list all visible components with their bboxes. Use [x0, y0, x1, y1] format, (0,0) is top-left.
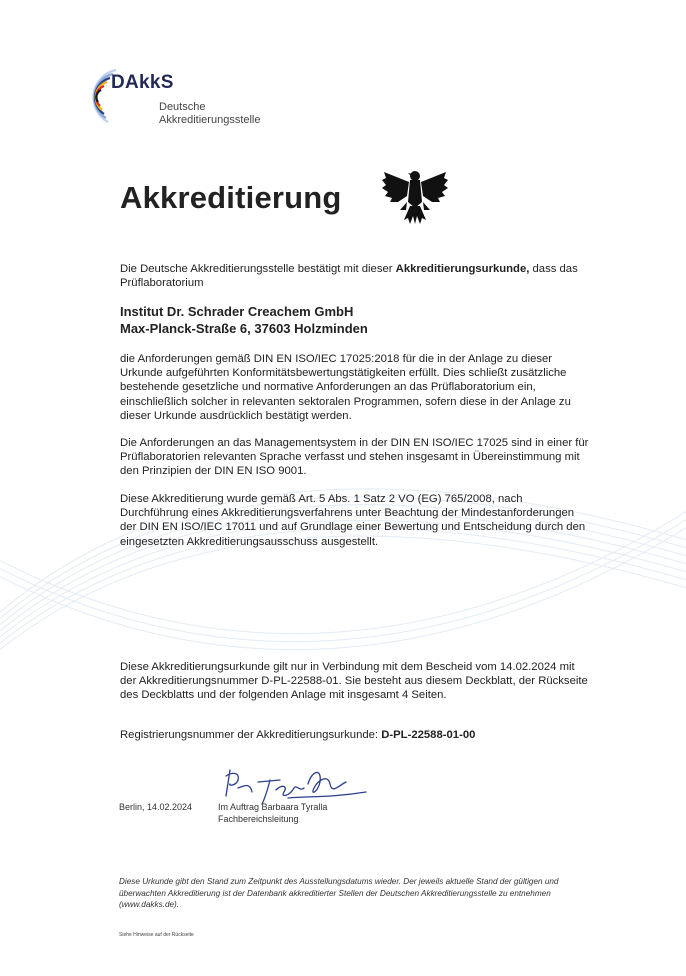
intro-text-after: dass das Prüflaboratorium — [120, 263, 578, 290]
intro-paragraph — [120, 262, 590, 290]
intro-text-before: Die Deutsche Akkreditierungsstelle bestätigt mit dieser — [120, 263, 396, 275]
institute-block — [120, 303, 368, 337]
validity-paragraph: Diese Akkreditierungsurkunde gilt nur in Verbindung mit dem Bescheid vom 14.02.2024 mit der Akkreditierungsnummer D-PL-22588-01. Sie besteht aus diesem Deckblatt, der Rückseite des Deckblatts und der folgenden Anlage mit insgesamt 4 Seiten. — [120, 661, 588, 702]
place-date: Berlin, 14.02.2024 — [119, 802, 193, 812]
footnote: Diese Urkunde gibt den Stand zum Zeitpunkt des Ausstellungsdatums wieder. Der jeweils aktuelle Stand der gültigen und überwachten Akkreditierung ist der Datenbank akkreditierter Stellen der Deutschen Akkreditierungsstelle zu entnehmen (www.dakks.de). — [119, 877, 559, 909]
document-title: Akkreditierung — [120, 180, 342, 215]
institute-address: Max-Planck-Straße 6, 37603 Holzminden — [120, 321, 368, 336]
logo-subtitle-line2: Akkreditierungsstelle — [159, 114, 261, 126]
federal-eagle-icon — [380, 166, 450, 228]
back-side-note: Siehe Hinweise auf der Rückseite — [119, 932, 194, 938]
registration-line — [120, 729, 475, 741]
signer-name: Im Auftrag Barbaara Tyralla — [218, 802, 328, 812]
signer-role: Fachbereichsleitung — [218, 814, 299, 824]
logo-name: DAkkS — [111, 72, 174, 93]
management-system-paragraph: Die Anforderungen an das Managementsystem in der DIN EN ISO/IEC 17025 sind in einer für Prüflaboratorien relevanten Sprache verfasst und stehen insgesamt in Übereinstimmung mit den Prinzipien der DIN EN ISO 9001. — [120, 437, 589, 478]
legal-basis-paragraph: Diese Akkreditierung wurde gemäß Art. 5 Abs. 1 Satz 2 VO (EG) 765/2008, nach Durchführung eines Akkreditierungsverfahrens unter Beachtung der Mindestanforderungen der DIN EN ISO/IEC 17011 und auf Grundlage einer Bewertung und Entscheidung durch den eingesetzten Akkreditierungsausschuss ausgestellt. — [120, 493, 586, 548]
requirements-paragraph: die Anforderungen gemäß DIN EN ISO/IEC 17025:2018 für die in der Anlage zu dieser Urkunde aufgeführten Konformitätsbewertungstätigkeiten erfüllt. Dies schließt zusätzliche bestehende gesetzliche und normative Anforderungen an das Prüflaboratorium ein, einschließlich solcher in relevanten sektoralen Programmen, sofern diese in der Anlage zu dieser Urkunde ausdrücklich bestätigt werden. — [120, 353, 571, 422]
intro-bold-term: Akkreditierungsurkunde, — [395, 263, 530, 275]
logo-subtitle-line1: Deutsche — [159, 101, 206, 113]
institute-name: Institut Dr. Schrader Creachem GmbH — [120, 304, 354, 319]
registration-number: D-PL-22588-01-00 — [381, 729, 476, 741]
registration-label: Registrierungsnummer der Akkreditierungsurkunde: — [120, 729, 382, 741]
